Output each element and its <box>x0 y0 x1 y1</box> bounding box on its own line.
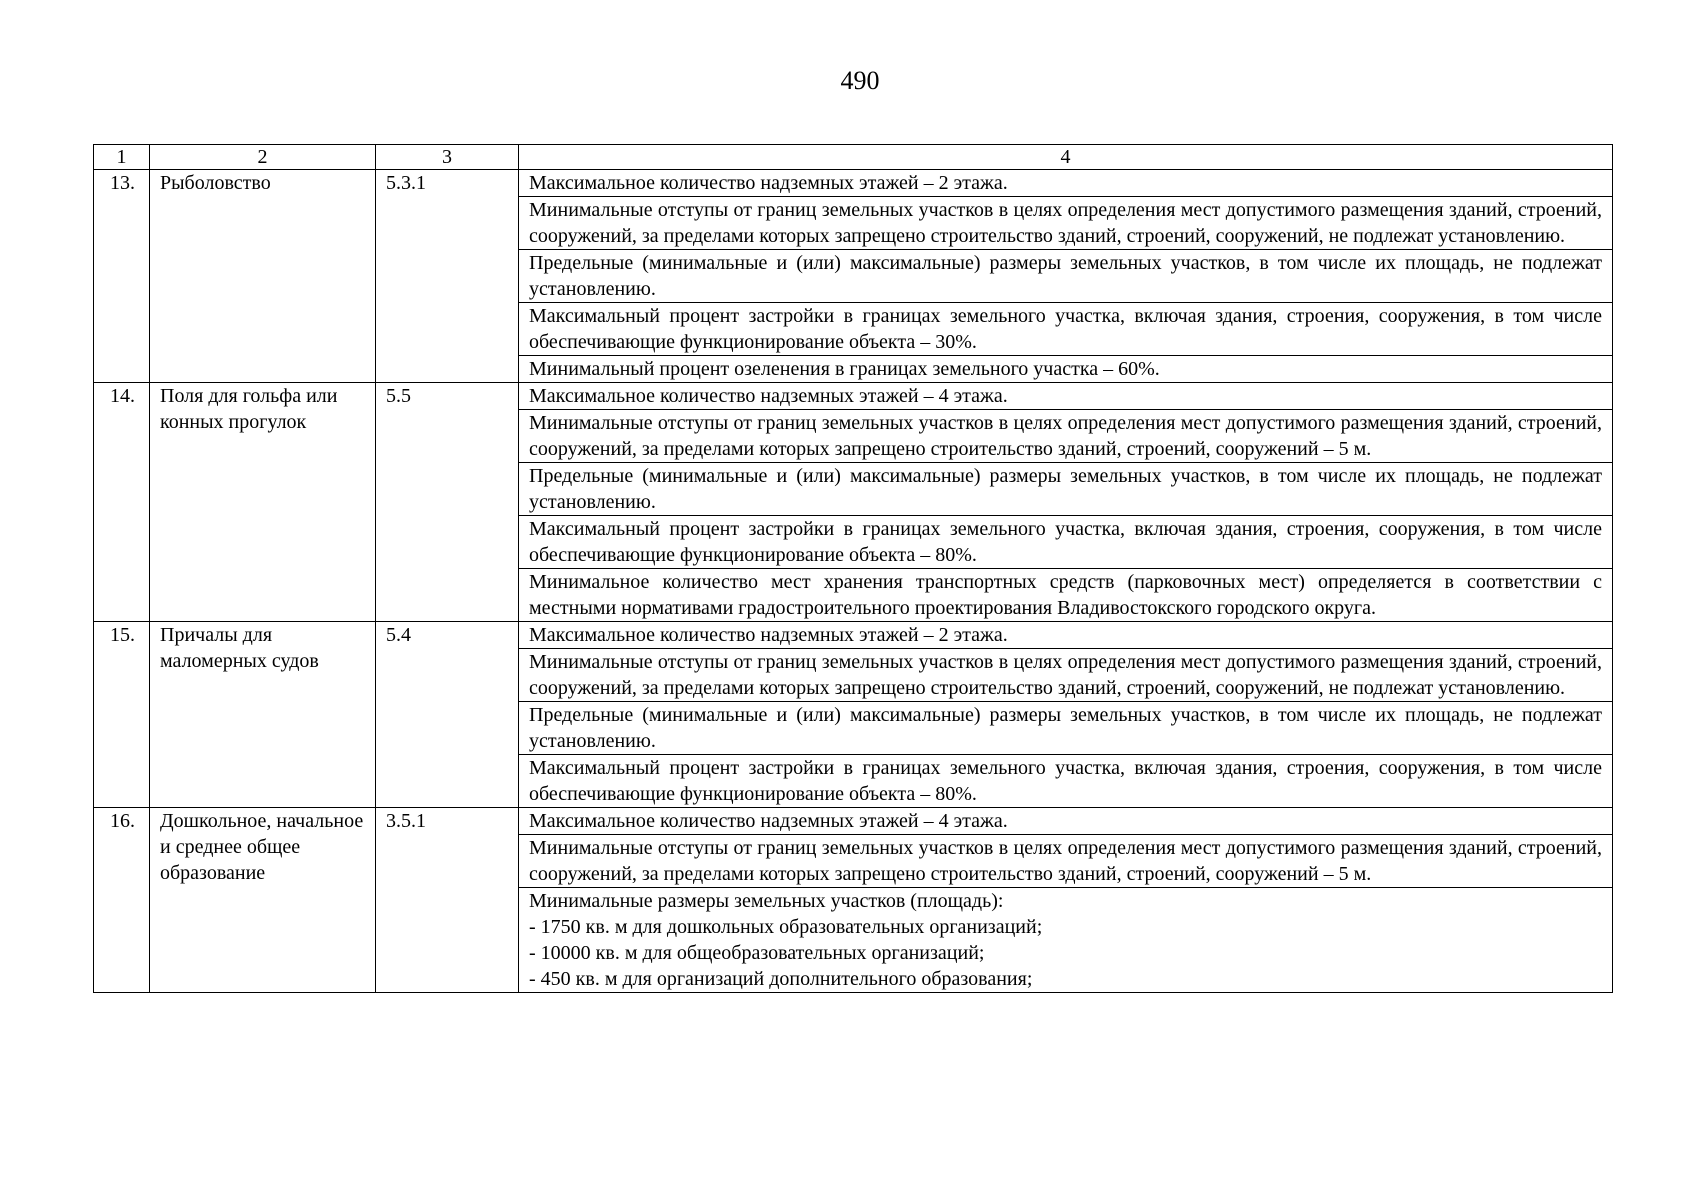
table-row <box>94 383 1613 410</box>
land-size-item: - 1750 кв. м для дошкольных образовательных организаций; <box>529 916 1043 938</box>
header-col-2: 2 <box>150 145 376 170</box>
regulations-table <box>93 144 1613 993</box>
use-name: Рыболовство <box>150 170 376 383</box>
header-row <box>94 145 1613 170</box>
table-row <box>94 170 1613 197</box>
row-number: 14. <box>94 383 150 622</box>
use-name: Дошкольное, начальное и среднее общее образование <box>150 808 376 993</box>
parameter-cell: Максимальный процент застройки в границах земельного участка, включая здания, строения, сооружения, в том числе обеспечивающие функционирование объекта – 80%. <box>519 516 1613 569</box>
parameter-cell: Минимальные отступы от границ земельных участков в целях определения мест допустимого размещения зданий, строений, сооружений, за пределами которых запрещено строительство зданий, строений, сооружений – 5 м. <box>519 410 1613 463</box>
header-col-4: 4 <box>519 145 1613 170</box>
header-col-3: 3 <box>376 145 519 170</box>
land-size-item: - 450 кв. м для организаций дополнительного образования; <box>529 968 1033 990</box>
use-code: 5.3.1 <box>376 170 519 383</box>
land-size-item: - 10000 кв. м для общеобразовательных организаций; <box>529 942 985 964</box>
parameter-cell: Минимальные отступы от границ земельных участков в целях определения мест допустимого размещения зданий, строений, сооружений, за пределами которых запрещено строительство зданий, строений, сооружений, не подлежат установлению. <box>519 649 1613 702</box>
row-number: 15. <box>94 622 150 808</box>
land-size-cell <box>519 888 1613 993</box>
use-code: 5.4 <box>376 622 519 808</box>
use-code: 3.5.1 <box>376 808 519 993</box>
row-number: 16. <box>94 808 150 993</box>
use-code: 5.5 <box>376 383 519 622</box>
parameter-cell: Максимальное количество надземных этажей – 2 этажа. <box>519 622 1613 649</box>
table-row <box>94 622 1613 649</box>
parameter-cell: Максимальный процент застройки в границах земельного участка, включая здания, строения, сооружения, в том числе обеспечивающие функционирование объекта – 30%. <box>519 303 1613 356</box>
parameter-cell: Минимальный процент озеленения в границах земельного участка – 60%. <box>519 356 1613 383</box>
parameter-cell: Минимальные отступы от границ земельных участков в целях определения мест допустимого размещения зданий, строений, сооружений, за пределами которых запрещено строительство зданий, строений, сооружений, не подлежат установлению. <box>519 197 1613 250</box>
land-size-title: Минимальные размеры земельных участков (площадь): <box>529 890 1004 912</box>
parameter-cell: Предельные (минимальные и (или) максимальные) размеры земельных участков, в том числе их площадь, не подлежат установлению. <box>519 463 1613 516</box>
row-number: 13. <box>94 170 150 383</box>
header-col-1: 1 <box>94 145 150 170</box>
parameter-cell: Максимальное количество надземных этажей – 2 этажа. <box>519 170 1613 197</box>
parameter-cell: Предельные (минимальные и (или) максимальные) размеры земельных участков, в том числе их площадь, не подлежат установлению. <box>519 702 1613 755</box>
parameter-cell: Минимальные отступы от границ земельных участков в целях определения мест допустимого размещения зданий, строений, сооружений, за пределами которых запрещено строительство зданий, строений, сооружений – 5 м. <box>519 835 1613 888</box>
parameter-cell: Минимальное количество мест хранения транспортных средств (парковочных мест) определяется в соответствии с местными нормативами градостроительного проектирования Владивостокского городского округа. <box>519 569 1613 622</box>
table-row <box>94 808 1613 835</box>
page-number: 490 <box>840 66 880 95</box>
parameter-cell: Максимальное количество надземных этажей – 4 этажа. <box>519 808 1613 835</box>
use-name: Поля для гольфа или конных прогулок <box>150 383 376 622</box>
parameter-cell: Предельные (минимальные и (или) максимальные) размеры земельных участков, в том числе их площадь, не подлежат установлению. <box>519 250 1613 303</box>
parameter-cell: Максимальный процент застройки в границах земельного участка, включая здания, строения, сооружения, в том числе обеспечивающие функционирование объекта – 80%. <box>519 755 1613 808</box>
use-name: Причалы для маломерных судов <box>150 622 376 808</box>
parameter-cell: Максимальное количество надземных этажей – 4 этажа. <box>519 383 1613 410</box>
